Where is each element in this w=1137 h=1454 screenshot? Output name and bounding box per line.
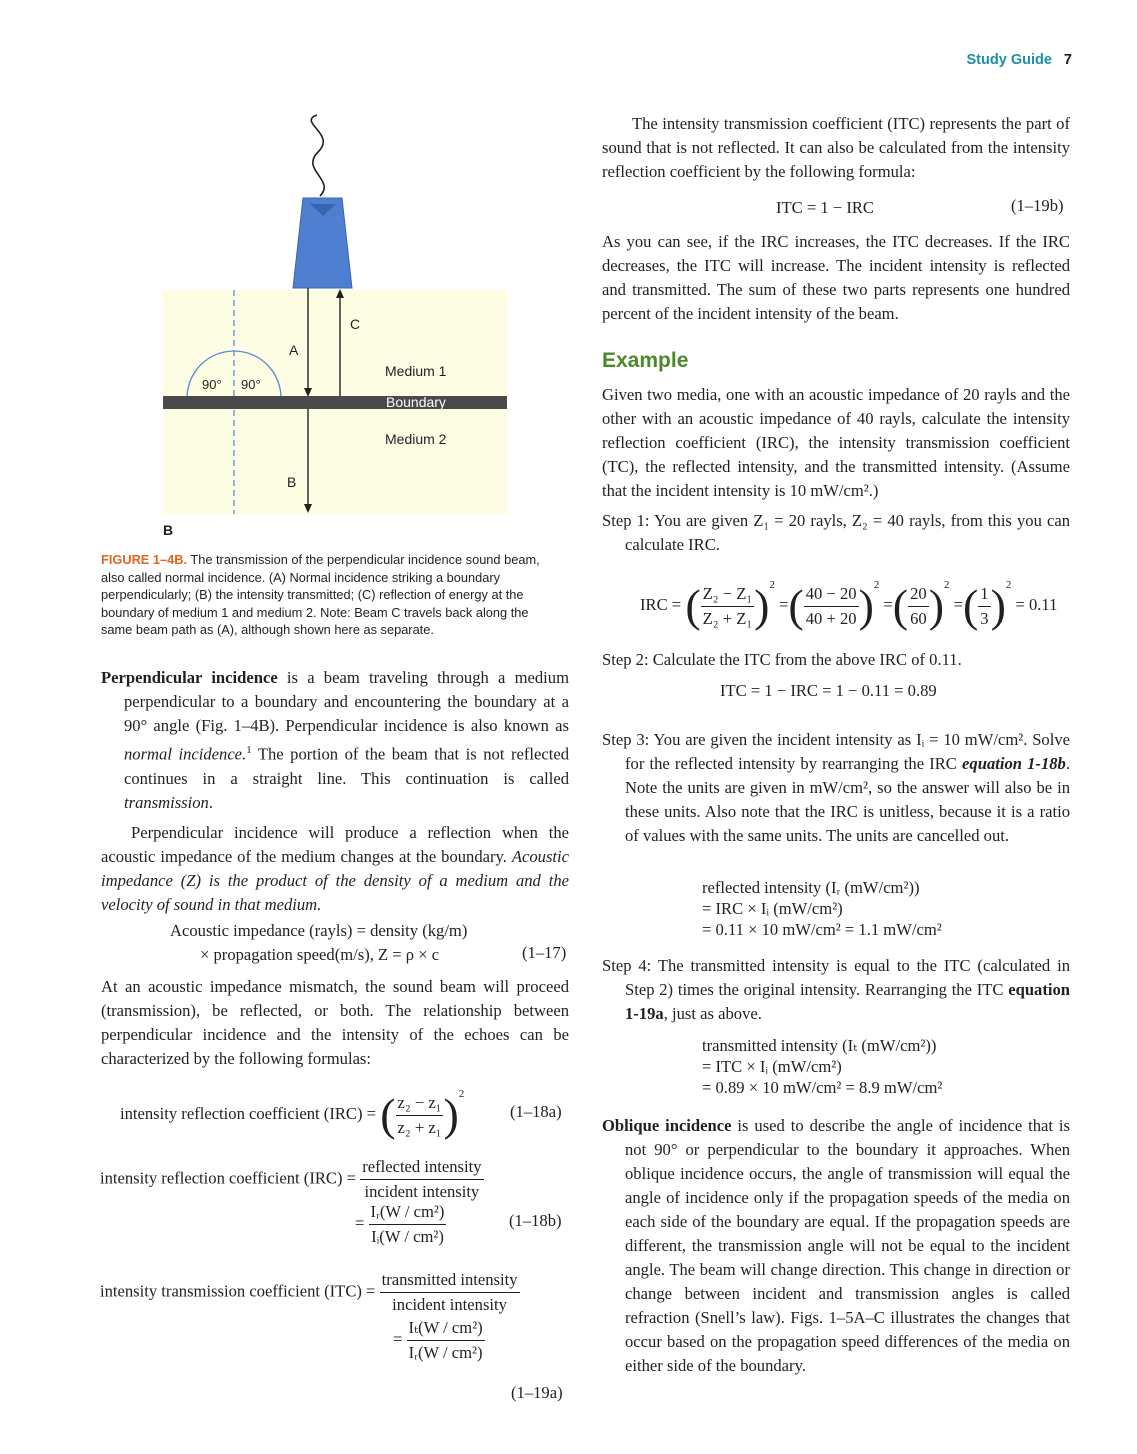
paragraph-mismatch: At an acoustic impedance mismatch, the sound beam will proceed (transmission), be reflected, or both. The relationship between perpendicular incidence and the intensity of the echoes can be characterized by the following formulas: — [101, 977, 569, 1068]
page-number: 7 — [1063, 52, 1072, 68]
label-a: A — [289, 342, 299, 358]
label-b: B — [287, 474, 297, 490]
equation-1-18b-line2: = $\frac{\text{Iᵣ(W / cm²)}}{\text{Iᵢ(W / cm²)}}$ — [355, 1202, 445, 1246]
caption-text: The transmission of the perpendicular incidence sound beam, also called normal incidence. (A) Normal incidence striking a boundary perpendicularly; (B) the intensity transmitted; (C) reflection of energy at the boundary of medium 1 and medium 2. Note: Beam C travels back along the same beam path as (A), although shown here as separate. — [101, 552, 540, 637]
figure-caption — [101, 551, 561, 639]
example-heading: Example — [602, 349, 689, 372]
caption-label: FIGURE 1–4B. — [101, 552, 188, 567]
header-title: Study Guide — [966, 52, 1052, 68]
step-3: Step 3: You are given the incident intensity as Iᵢ = 10 mW/cm². Solve for the reflected intensity by rearranging the IRC equation 1-18b. Note the units are given in mW/cm², so the answer will also be in these units. Also note that the IRC is unitless, because it is a ratio of values with the same units. The units are cancelled out. — [602, 730, 1071, 845]
medium-2-label: Medium 2 — [385, 431, 447, 447]
step-1: Step 1: You are given Z₁ = 20 rayls, Z₂ = 40 rayls, from this you can calculate IRC. — [602, 511, 1070, 554]
paragraph-perpendicular-incidence: Perpendicular incidence is a beam traveling through a medium perpendicular to a boundary and encountering the boundary at a 90° angle (Fig. 1–4B). Perpendicular incidence is also known as normal incidence.$^1$ The portion of the beam that is not reflected continues in a straight line. This continuation is called transmission. — [101, 668, 570, 812]
step-4: Step 4: The transmitted intensity is equal to the ITC (calculated in Step 2) times the original intensity. Rearranging the ITC equation 1-19a, just as above. — [602, 956, 1070, 1023]
boundary-bar — [163, 396, 507, 409]
left-column-text — [101, 666, 569, 917]
term-perpendicular-incidence: Perpendicular incidence — [101, 668, 278, 687]
equation-1-19b-number: (1–19b) — [1011, 196, 1064, 215]
reflected-intensity-calc: reflected intensity (Iᵣ (mW/cm²)) = IRC × Iᵢ (mW/cm²) = 0.11 × 10 mW/cm² = 1.1 mW/cm² — [702, 878, 942, 939]
angle-label-left: 90° — [202, 377, 222, 392]
panel-label: B — [163, 522, 174, 538]
angle-label-right: 90° — [241, 377, 261, 392]
label-c: C — [350, 316, 361, 332]
equation-itc-example: ITC = 1 − IRC = 1 − 0.11 = 0.89 — [720, 681, 937, 700]
equation-1-17-line1: Acoustic impedance (rayls) = density (kg/m) — [170, 921, 468, 940]
term-oblique-incidence: Oblique incidence — [602, 1116, 732, 1135]
paragraph-irc-itc-relation: As you can see, if the IRC increases, the ITC decreases. If the IRC decreases, the ITC will increase. The incident intensity is reflected and transmitted. The sum of these two parts represents one hundred percent of the incident intensity of the beam. — [602, 232, 1070, 323]
equation-1-18a-number: (1–18a) — [510, 1102, 562, 1121]
step-2: Step 2: Calculate the ITC from the above IRC of 0.11. — [602, 650, 962, 669]
equation-1-18a: intensity reflection coefficient (IRC) = ( $\frac{\text{z₂ − z₁}}{\text{z₂ + z₁}}$ )$^2$ — [120, 1088, 465, 1141]
equation-1-17-number: (1–17) — [522, 943, 567, 962]
paragraph-oblique-incidence: Oblique incidence is used to describe the angle of incidence that is not 90° or perpendicular to the boundary it approaches. When oblique incidence occurs, the angle of transmission will equal the angle of incidence only if the propagation speeds of the media on each side of the boundary are equal. If the propagation speeds are different, the transmission angle will not be equal to the incident angle. The beam will change direction. This change in direction or change between incident and transmission angles is called refraction (Snell’s law). Figs. 1–5A–C illustrates the changes that occur based on the propagation speed differences of the media on either side of the boundary. — [602, 1116, 1070, 1375]
paragraph-acoustic-impedance: Perpendicular incidence will produce a reflection when the acoustic impedance of the medium changes at the boundary. Acoustic impedance (Z) is the product of the density of a medium and the velocity of sound in that medium. — [101, 822, 569, 914]
equation-1-19a: intensity transmission coefficient (ITC) = $\frac{\text{transmitted intensity}}{\text{incident intensity}}$ — [100, 1270, 518, 1314]
transducer-cable — [311, 115, 324, 196]
running-header — [967, 52, 1072, 68]
equation-1-18b-number: (1–18b) — [509, 1211, 562, 1230]
transmitted-intensity-calc: transmitted intensity (Iₜ (mW/cm²)) = ITC × Iᵢ (mW/cm²) = 0.89 × 10 mW/cm² = 8.9 mW/cm² — [702, 1036, 943, 1097]
equation-1-19a-line2: = $\frac{\text{Iₜ(W / cm²)}}{\text{Iᵣ(W / cm²)}}$ — [393, 1318, 483, 1362]
equation-1-18b: intensity reflection coefficient (IRC) = $\frac{\text{reflected intensity}}{\text{incident intensity}}$ — [100, 1157, 482, 1201]
equation-1-19a-number: (1–19a) — [511, 1383, 563, 1402]
equation-1-17-line2: × propagation speed(m/s), Z = ρ × c — [200, 945, 440, 964]
equation-1-19b: ITC = 1 − IRC — [776, 198, 874, 217]
medium-1-label: Medium 1 — [385, 363, 447, 379]
equation-irc-example: IRC = ( $\frac{\text{Z₂ − Z₁}}{\text{Z₂ + Z₁}}$ )$^2$ =( $\frac{40 - 20}{40 + 20}$ )$^2$ =( $\frac{20}{60}$ )$^2$ =( $\frac{1}{3}$ )$^2$ = 0.11 — [640, 579, 1058, 632]
boundary-label: Boundary — [386, 394, 446, 410]
paragraph-example: Given two media, one with an acoustic impedance of 20 rayls and the other with an acoustic impedance of 40 rayls, calculate the intensity reflection coefficient (IRC), the intensity transmission coefficient (TC), the reflected intensity, and the transmitted intensity. (Assume that the incident intensity is 10 mW/cm².) Step 1: You are given Z₁ = 20 rayls, Z₂ = 40 rayls, from this you can calculate IRC. — [602, 383, 1070, 557]
figure-1-4b — [150, 110, 520, 540]
paragraph-itc-intro: The intensity transmission coefficient (ITC) represents the part of sound that is not reflected. It can also be calculated from the intensity reflection coefficient by the following formula: — [602, 114, 1070, 181]
